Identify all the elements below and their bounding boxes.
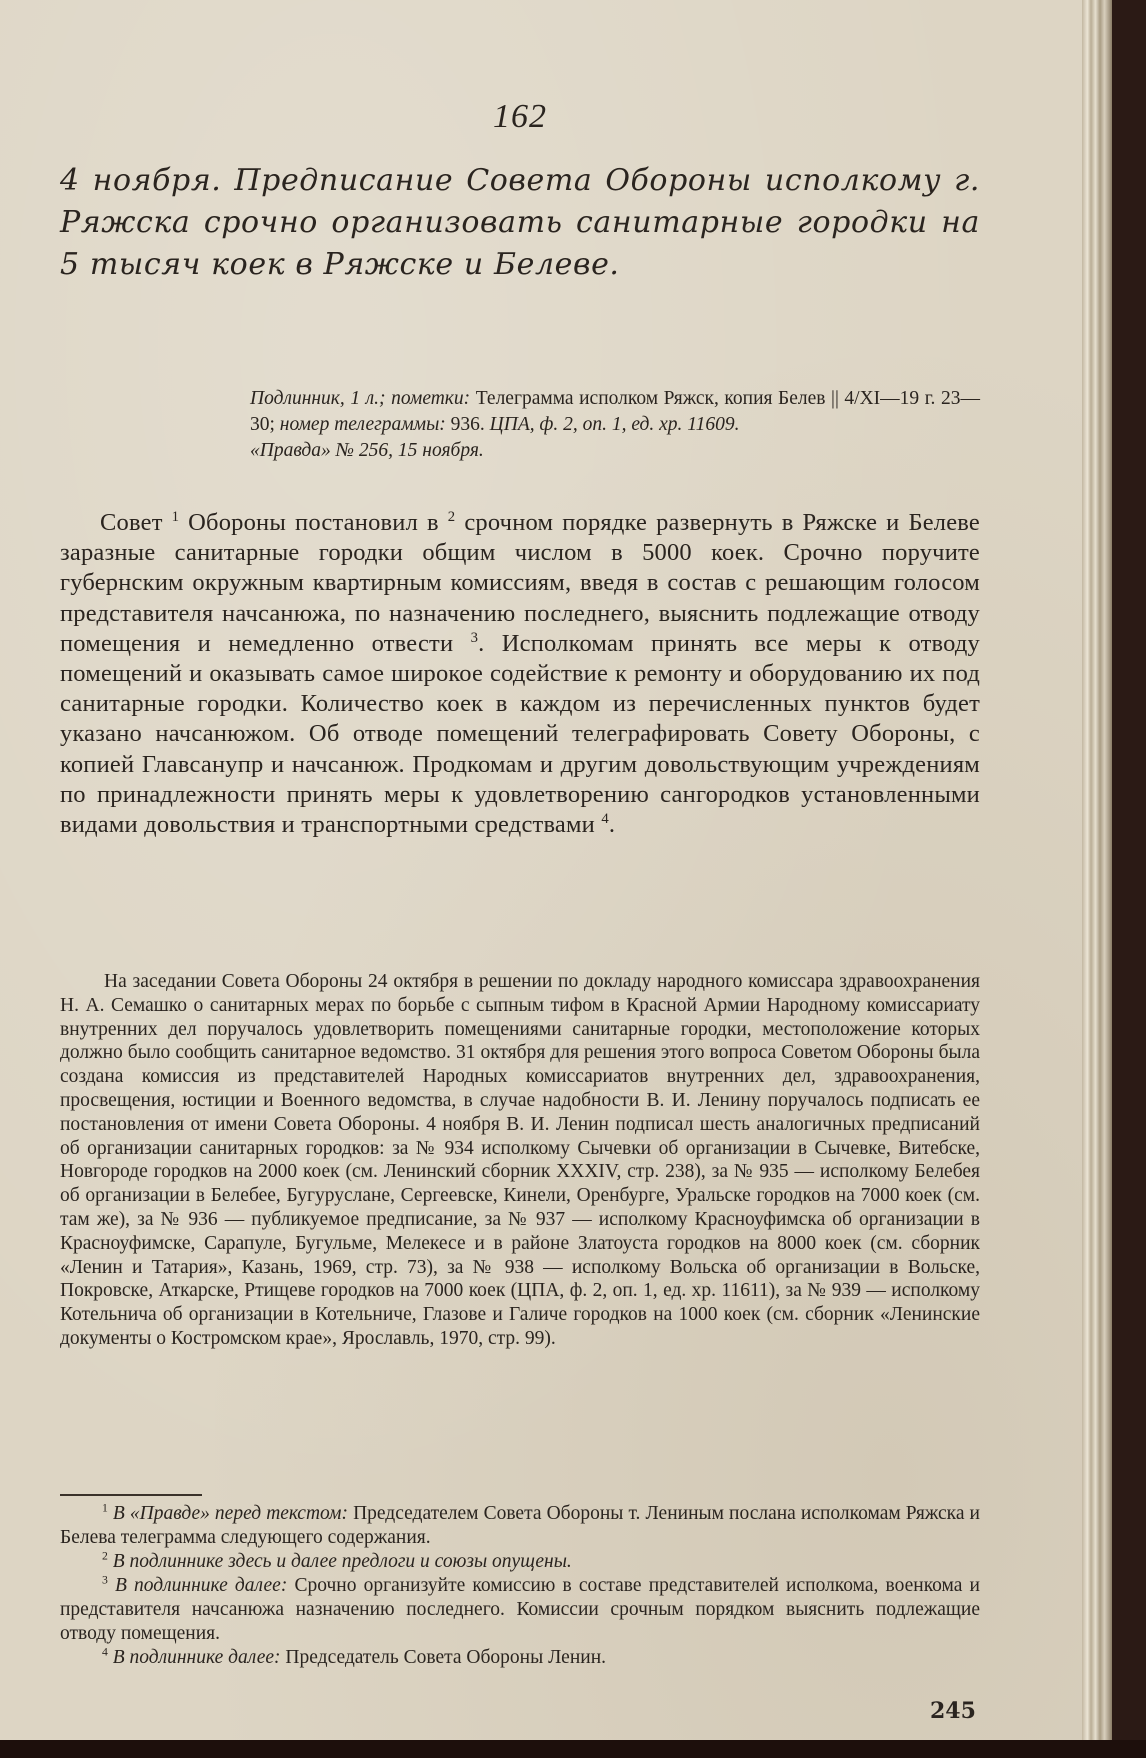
footnote-italic: В подлиннике далее: bbox=[114, 1575, 288, 1596]
page-number: 245 bbox=[930, 1698, 976, 1724]
footnote-ref-4: 4 bbox=[601, 810, 609, 827]
book-cover-edge bbox=[0, 1740, 1146, 1758]
source-telegram-number-label: номер телеграммы: bbox=[279, 414, 446, 435]
main-text-part-4: . Исполкомам принять все меры к отводу помещений и оказывать самое широкое содействие к ремонту и оборудованию их под санитарные городки. Количество коек в каждом из перечисленных пунктов будет указано начсанюжом. Об отводе помещений телеграфировать Совету Обороны, с копией Главсанупр и начсанюж. Продкомам и другим довольствующим учреждениям по принадлежности принять меры к удовлетворению сангородков установленными видами довольствия и транспортными средствами bbox=[60, 629, 980, 839]
source-telegram-text: Телеграмма исполком Ряжск, копия Белев || 4/XI—19 г. 23—30; bbox=[250, 388, 980, 435]
main-text-part-1: Совет bbox=[100, 509, 163, 536]
footnote-ref-1: 1 bbox=[171, 508, 180, 525]
footnote-italic: В подлиннике далее: bbox=[112, 1647, 281, 1668]
footnote-2 bbox=[60, 1550, 980, 1574]
main-text-part-2: Обороны постановил в bbox=[179, 509, 439, 536]
footnote-number: 2 bbox=[102, 1549, 108, 1563]
footnote-text: Председатель Совета Обороны Ленин. bbox=[280, 1647, 607, 1668]
source-archive: ЦПА, ф. 2, оп. 1, ед. хр. 11609. bbox=[489, 414, 740, 435]
footnote-italic: В «Правде» перед текстом: bbox=[112, 1503, 348, 1524]
source-publication: «Правда» № 256, 15 ноября. bbox=[250, 440, 484, 461]
footnote-text: Председателем Совета Обороны т. Лениным послана исполкомам Ряжска и Белева телеграмма следующего содержания. bbox=[60, 1503, 980, 1548]
footnotes bbox=[60, 1502, 980, 1670]
footnote-ref-2: 2 bbox=[447, 508, 456, 525]
source-original-label: Подлинник, 1 л.; пометки: bbox=[250, 388, 471, 409]
footnote-ref-3: 3 bbox=[470, 629, 479, 646]
footnote-number: 4 bbox=[102, 1645, 108, 1659]
footnote-text: Срочно организуйте комиссию в составе представителей исполкома, военкома и представителя начсанюжа назначению последнего. Комиссии срочным порядком выяснить подлежащие отводу помещения. bbox=[60, 1575, 980, 1644]
editorial-note: На заседании Совета Обороны 24 октября в решении по докладу народного комиссара здравоохранения Н. А. Семашко о санитарных мерах по борьбе с сыпным тифом в Красной Армии Народному комиссариату внутренних дел поручалось удовлетворить помещениями санитарные городки, местоположение которых должно было сообщить санитарное ведомство. 31 октября для решения этого вопроса Советом Обороны была создана комиссия из представителей Народных комиссариатов внутренних дел, здравоохранения, просвещения, юстиции и Военного ведомства, в случае надобности В. И. Ленину поручалось подписать ее постановления от имени Совета Обороны. 4 ноября В. И. Ленин подписал шесть аналогичных предписаний об организации санитарных городков: за № 934 исполкому Сычевки об организации в Сычевке, Витебске, Новгороде городков на 2000 коек (см. Ленинский сборник XXXIV, стр. 238), за № 935 — исполкому Белебея об организации в Белебее, Бугуруслане, Сергеевске, Кинели, Оренбурге, Уральске городков на 7000 коек (см. там же), за № 936 — публикуемое предписание, за № 937 — исполкому Красноуфимска об организации в Красноуфимске, Сарапуле, Бугульме, Мелекесе и в районе Златоуста городков на 8000 коек (см. сборник «Ленин и Татария», Казань, 1969, стр. 73), за № 938 — исполкому Вольска об организации в Вольске, Покровске, Аткарске, Ртищеве городков на 7000 коек (ЦПА, ф. 2, оп. 1, ед. хр. 11611), за № 939 — исполкому Котельнича об организации в Котельниче, Глазове и Галиче городков на 1000 коек (см. сборник «Ленинские документы о Костромском крае», Ярославль, 1970, стр. 99). bbox=[60, 971, 980, 1349]
source-telegram-number: 936. bbox=[445, 414, 490, 435]
page-stack-edge bbox=[1082, 0, 1112, 1740]
footnote-italic: В подлиннике здесь и далее предлоги и союзы опущены. bbox=[112, 1551, 572, 1572]
document-heading: 4 ноября. Предписание Совета Обороны исполкому г. Ряжска срочно организовать санитарные городки на 5 тысяч коек в Ряжске и Белеве. bbox=[60, 163, 980, 282]
document-main-text bbox=[60, 508, 980, 840]
footnote-1 bbox=[60, 1502, 980, 1550]
footnote-3 bbox=[60, 1574, 980, 1646]
main-text-part-5: . bbox=[608, 811, 616, 839]
footnote-divider bbox=[60, 1494, 202, 1496]
footnote-number: 3 bbox=[102, 1573, 108, 1587]
footnote-number: 1 bbox=[102, 1501, 108, 1515]
running-document-number: 162 bbox=[493, 98, 547, 135]
source-reference bbox=[250, 386, 980, 464]
footnote-4 bbox=[60, 1646, 980, 1670]
main-text-part-3: срочном порядке развернуть в Ряжске и Белеве заразные санитарные городки общим числом в 5000 коек. Срочно поручите губернским окружным квартирным комиссиям, введя в состав с решающим голосом представителя начсанюжа, по назначению последнего, выяснить подлежащие отводу помещения и немедленно отвести bbox=[60, 509, 980, 657]
